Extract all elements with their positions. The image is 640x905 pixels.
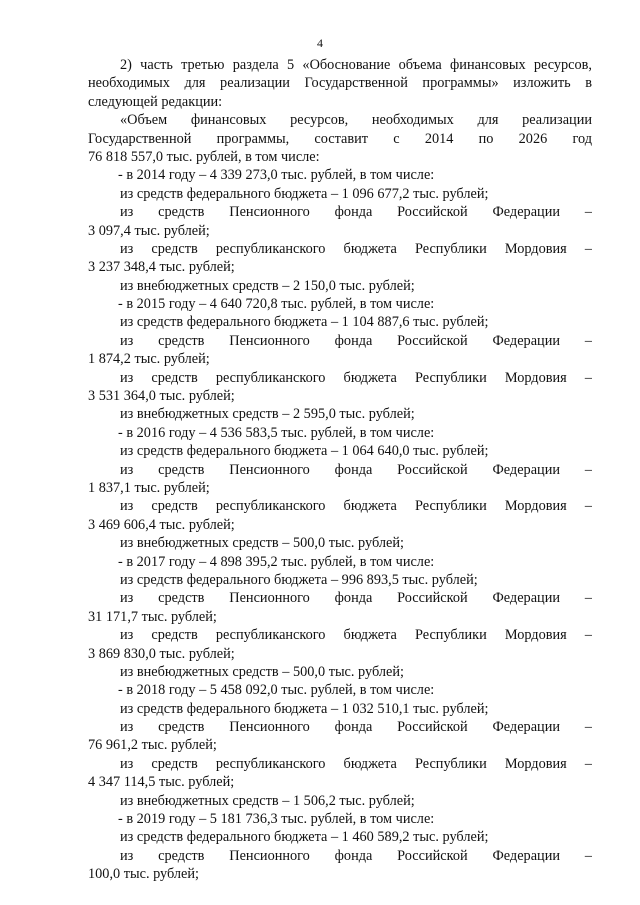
list-item-continuation: 4 347 114,5 тыс. рублей;: [88, 774, 235, 791]
list-item: - в 2018 году – 5 458 092,0 тыс. рублей, в том числе:: [118, 682, 435, 699]
list-item-continuation: 3 469 606,4 тыс. рублей;: [88, 516, 235, 533]
paragraph-line: 76 818 557,0 тыс. рублей, в том числе:: [88, 148, 320, 165]
list-item-continuation: 3 097,4 тыс. рублей;: [88, 222, 210, 239]
list-item: из средств федерального бюджета – 1 096 677,2 тыс. рублей;: [120, 185, 489, 202]
list-item: из средств Пенсионного фонда Российской Федерации –: [120, 332, 592, 349]
list-item: из средств Пенсионного фонда Российской Федерации –: [120, 204, 592, 221]
list-item: - в 2015 году – 4 640 720,8 тыс. рублей, в том числе:: [118, 296, 435, 313]
list-item: из внебюджетных средств – 500,0 тыс. рублей;: [120, 535, 404, 552]
list-item: из внебюджетных средств – 2 150,0 тыс. рублей;: [120, 277, 415, 294]
list-item: из средств республиканского бюджета Республики Мордовия –: [120, 627, 592, 644]
list-item: - в 2019 году – 5 181 736,3 тыс. рублей, в том числе:: [118, 811, 435, 828]
paragraph-line: «Объем финансовых ресурсов, необходимых для реализации: [120, 112, 592, 129]
list-item: - в 2017 году – 4 898 395,2 тыс. рублей, в том числе:: [118, 553, 435, 570]
list-item: из средств федерального бюджета – 1 032 510,1 тыс. рублей;: [120, 700, 489, 717]
list-item: из средств Пенсионного фонда Российской Федерации –: [120, 461, 592, 478]
list-item: из средств республиканского бюджета Республики Мордовия –: [120, 369, 592, 386]
list-item: из внебюджетных средств – 2 595,0 тыс. рублей;: [120, 406, 415, 423]
paragraph-line: следующей редакции:: [88, 93, 223, 110]
list-item-continuation: 3 237 348,4 тыс. рублей;: [88, 259, 235, 276]
list-item: из средств республиканского бюджета Республики Мордовия –: [120, 240, 592, 257]
paragraph-line: 2) часть третью раздела 5 «Обоснование объема финансовых ресурсов,: [120, 57, 592, 73]
list-item: из средств Пенсионного фонда Российской Федерации –: [120, 590, 592, 607]
paragraph-line: Государственной программы, составит с 2014 по 2026 год: [88, 130, 592, 147]
list-item: из средств республиканского бюджета Республики Мордовия –: [120, 755, 592, 772]
list-item: из средств федерального бюджета – 1 104 887,6 тыс. рублей;: [120, 314, 489, 331]
list-item: из средств Пенсионного фонда Российской Федерации –: [120, 847, 592, 864]
list-item-continuation: 100,0 тыс. рублей;: [88, 866, 200, 883]
list-item: - в 2014 году – 4 339 273,0 тыс. рублей, в том числе:: [118, 167, 435, 184]
document-body: [88, 56, 592, 884]
list-item-continuation: 3 869 830,0 тыс. рублей;: [88, 645, 235, 662]
list-item: из средств федерального бюджета – 996 893,5 тыс. рублей;: [120, 571, 478, 588]
list-item-continuation: 3 531 364,0 тыс. рублей;: [88, 388, 235, 405]
list-item-continuation: 31 171,7 тыс. рублей;: [88, 608, 217, 625]
list-item: из средств Пенсионного фонда Российской Федерации –: [120, 719, 592, 736]
list-item: из внебюджетных средств – 1 506,2 тыс. рублей;: [120, 792, 415, 809]
list-item-continuation: 1 874,2 тыс. рублей;: [88, 351, 210, 368]
list-item: из средств республиканского бюджета Республики Мордовия –: [120, 498, 592, 515]
page-number: 4: [317, 36, 323, 50]
list-item: из средств федерального бюджета – 1 460 589,2 тыс. рублей;: [120, 829, 489, 846]
list-item: из средств федерального бюджета – 1 064 640,0 тыс. рублей;: [120, 443, 489, 460]
list-item: из внебюджетных средств – 500,0 тыс. рублей;: [120, 663, 404, 680]
list-item: - в 2016 году – 4 536 583,5 тыс. рублей, в том числе:: [118, 424, 435, 441]
list-item-continuation: 76 961,2 тыс. рублей;: [88, 737, 217, 754]
list-item-continuation: 1 837,1 тыс. рублей;: [88, 479, 210, 496]
paragraph-line: необходимых для реализации Государственной программы» изложить в: [88, 75, 592, 92]
